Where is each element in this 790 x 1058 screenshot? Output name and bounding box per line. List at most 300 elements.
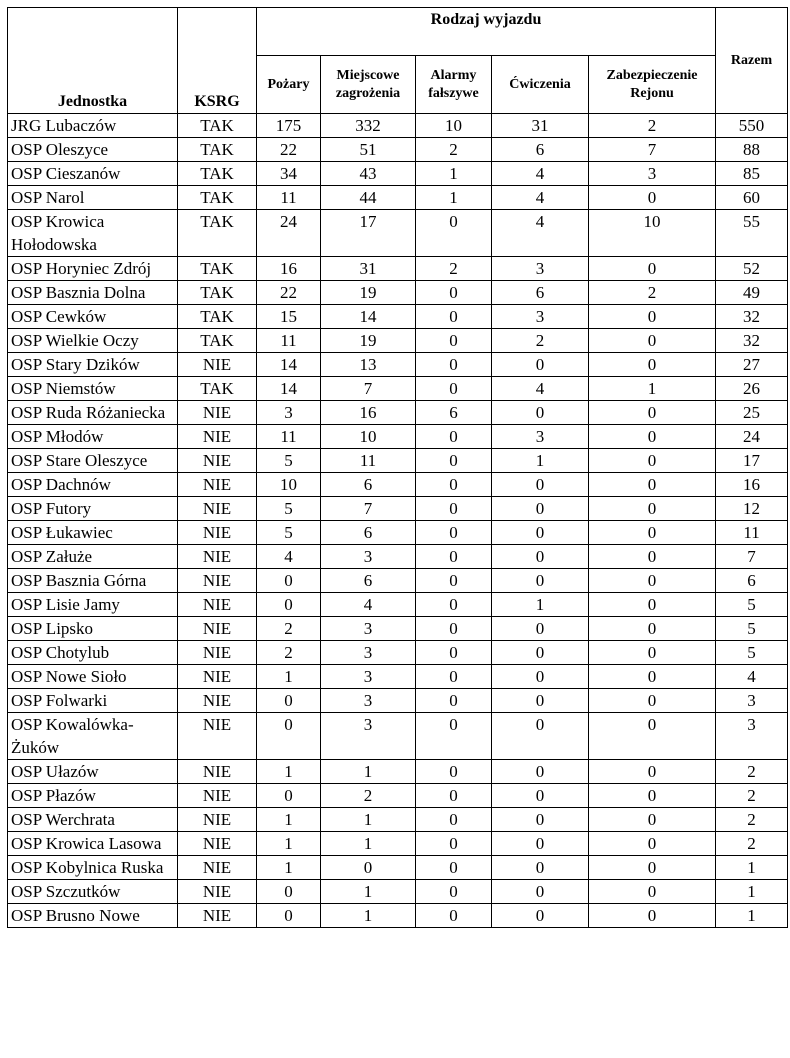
cell-alarmy-falszywe: 0: [416, 760, 492, 784]
cell-pozary: 0: [257, 880, 321, 904]
cell-cwiczenia: 0: [492, 880, 589, 904]
cell-razem: 4: [716, 665, 788, 689]
cell-jednostka: OSP Krowica Hołodowska: [8, 210, 178, 257]
cell-pozary: 0: [257, 593, 321, 617]
cell-razem: 2: [716, 784, 788, 808]
cell-jednostka: OSP Folwarki: [8, 689, 178, 713]
header-alarmy-falszywe: Alarmy fałszywe: [416, 56, 492, 114]
cell-cwiczenia: 3: [492, 305, 589, 329]
cell-miejscowe-zagrozenia: 6: [321, 473, 416, 497]
cell-ksrg: NIE: [178, 425, 257, 449]
cell-razem: 5: [716, 641, 788, 665]
cell-zabezpieczenie-rejonu: 2: [589, 281, 716, 305]
table-row: [8, 904, 788, 928]
header-miejscowe-zagrozenia: Miejscowe zagrożenia: [321, 56, 416, 114]
cell-cwiczenia: 3: [492, 425, 589, 449]
cell-cwiczenia: 3: [492, 257, 589, 281]
cell-zabezpieczenie-rejonu: 0: [589, 569, 716, 593]
cell-alarmy-falszywe: 0: [416, 449, 492, 473]
cell-jednostka: OSP Oleszyce: [8, 138, 178, 162]
cell-razem: 26: [716, 377, 788, 401]
cell-ksrg: NIE: [178, 784, 257, 808]
cell-jednostka: OSP Młodów: [8, 425, 178, 449]
cell-razem: 49: [716, 281, 788, 305]
cell-alarmy-falszywe: 2: [416, 257, 492, 281]
cell-pozary: 1: [257, 665, 321, 689]
table-row: [8, 473, 788, 497]
cell-alarmy-falszywe: 0: [416, 473, 492, 497]
cell-ksrg: NIE: [178, 689, 257, 713]
cell-jednostka: OSP Ruda Różaniecka: [8, 401, 178, 425]
cell-razem: 3: [716, 689, 788, 713]
header-rodzaj-wyjazdu: Rodzaj wyjazdu: [257, 8, 716, 56]
cell-alarmy-falszywe: 0: [416, 593, 492, 617]
table-row: [8, 713, 788, 760]
cell-alarmy-falszywe: 0: [416, 353, 492, 377]
cell-ksrg: NIE: [178, 617, 257, 641]
cell-pozary: 0: [257, 713, 321, 760]
table-row: [8, 162, 788, 186]
table-row: [8, 689, 788, 713]
cell-razem: 60: [716, 186, 788, 210]
cell-miejscowe-zagrozenia: 0: [321, 856, 416, 880]
cell-pozary: 2: [257, 641, 321, 665]
cell-alarmy-falszywe: 0: [416, 497, 492, 521]
cell-zabezpieczenie-rejonu: 0: [589, 880, 716, 904]
table-row: [8, 377, 788, 401]
cell-cwiczenia: 4: [492, 377, 589, 401]
cell-ksrg: TAK: [178, 210, 257, 257]
cell-ksrg: NIE: [178, 832, 257, 856]
cell-ksrg: NIE: [178, 497, 257, 521]
cell-razem: 32: [716, 329, 788, 353]
cell-miejscowe-zagrozenia: 43: [321, 162, 416, 186]
cell-ksrg: NIE: [178, 401, 257, 425]
cell-miejscowe-zagrozenia: 332: [321, 114, 416, 138]
cell-razem: 5: [716, 617, 788, 641]
cell-pozary: 175: [257, 114, 321, 138]
cell-razem: 2: [716, 808, 788, 832]
cell-alarmy-falszywe: 0: [416, 210, 492, 257]
cell-miejscowe-zagrozenia: 3: [321, 713, 416, 760]
cell-jednostka: JRG Lubaczów: [8, 114, 178, 138]
table-row: [8, 641, 788, 665]
cell-ksrg: TAK: [178, 377, 257, 401]
cell-alarmy-falszywe: 0: [416, 305, 492, 329]
table-row: [8, 425, 788, 449]
cell-cwiczenia: 4: [492, 186, 589, 210]
cell-miejscowe-zagrozenia: 11: [321, 449, 416, 473]
cell-alarmy-falszywe: 10: [416, 114, 492, 138]
cell-razem: 1: [716, 904, 788, 928]
header-cwiczenia: Ćwiczenia: [492, 56, 589, 114]
cell-ksrg: NIE: [178, 545, 257, 569]
cell-cwiczenia: 6: [492, 138, 589, 162]
cell-ksrg: TAK: [178, 138, 257, 162]
cell-jednostka: OSP Lisie Jamy: [8, 593, 178, 617]
cell-jednostka: OSP Kowalówka-Żuków: [8, 713, 178, 760]
cell-alarmy-falszywe: 0: [416, 689, 492, 713]
cell-pozary: 14: [257, 377, 321, 401]
cell-jednostka: OSP Płazów: [8, 784, 178, 808]
cell-razem: 16: [716, 473, 788, 497]
cell-miejscowe-zagrozenia: 10: [321, 425, 416, 449]
cell-alarmy-falszywe: 0: [416, 569, 492, 593]
cell-miejscowe-zagrozenia: 3: [321, 617, 416, 641]
cell-razem: 55: [716, 210, 788, 257]
cell-zabezpieczenie-rejonu: 0: [589, 760, 716, 784]
cell-ksrg: NIE: [178, 353, 257, 377]
cell-zabezpieczenie-rejonu: 0: [589, 401, 716, 425]
cell-zabezpieczenie-rejonu: 0: [589, 497, 716, 521]
cell-razem: 1: [716, 880, 788, 904]
cell-pozary: 2: [257, 617, 321, 641]
table-row: [8, 186, 788, 210]
cell-miejscowe-zagrozenia: 31: [321, 257, 416, 281]
cell-razem: 32: [716, 305, 788, 329]
cell-razem: 17: [716, 449, 788, 473]
cell-alarmy-falszywe: 0: [416, 784, 492, 808]
cell-razem: 12: [716, 497, 788, 521]
cell-cwiczenia: 1: [492, 449, 589, 473]
cell-jednostka: OSP Krowica Lasowa: [8, 832, 178, 856]
cell-razem: 85: [716, 162, 788, 186]
cell-ksrg: TAK: [178, 305, 257, 329]
cell-zabezpieczenie-rejonu: 0: [589, 808, 716, 832]
cell-ksrg: NIE: [178, 665, 257, 689]
cell-miejscowe-zagrozenia: 2: [321, 784, 416, 808]
cell-cwiczenia: 31: [492, 114, 589, 138]
cell-razem: 25: [716, 401, 788, 425]
cell-cwiczenia: 0: [492, 689, 589, 713]
cell-miejscowe-zagrozenia: 1: [321, 808, 416, 832]
cell-miejscowe-zagrozenia: 1: [321, 904, 416, 928]
cell-ksrg: NIE: [178, 521, 257, 545]
cell-zabezpieczenie-rejonu: 0: [589, 521, 716, 545]
table-row: [8, 210, 788, 257]
cell-jednostka: OSP Cieszanów: [8, 162, 178, 186]
cell-alarmy-falszywe: 0: [416, 545, 492, 569]
cell-pozary: 5: [257, 521, 321, 545]
cell-ksrg: TAK: [178, 114, 257, 138]
cell-razem: 11: [716, 521, 788, 545]
cell-cwiczenia: 0: [492, 713, 589, 760]
cell-zabezpieczenie-rejonu: 0: [589, 593, 716, 617]
cell-pozary: 14: [257, 353, 321, 377]
table-row: [8, 329, 788, 353]
cell-zabezpieczenie-rejonu: 0: [589, 665, 716, 689]
cell-razem: 3: [716, 713, 788, 760]
cell-cwiczenia: 2: [492, 329, 589, 353]
cell-razem: 6: [716, 569, 788, 593]
cell-ksrg: NIE: [178, 641, 257, 665]
cell-zabezpieczenie-rejonu: 0: [589, 641, 716, 665]
cell-jednostka: OSP Chotylub: [8, 641, 178, 665]
cell-pozary: 1: [257, 808, 321, 832]
cell-pozary: 11: [257, 329, 321, 353]
cell-cwiczenia: 0: [492, 665, 589, 689]
cell-cwiczenia: 0: [492, 904, 589, 928]
cell-jednostka: OSP Narol: [8, 186, 178, 210]
cell-pozary: 15: [257, 305, 321, 329]
header-row-top: [8, 8, 788, 56]
cell-pozary: 0: [257, 784, 321, 808]
cell-alarmy-falszywe: 0: [416, 377, 492, 401]
cell-cwiczenia: 4: [492, 210, 589, 257]
cell-alarmy-falszywe: 1: [416, 186, 492, 210]
cell-zabezpieczenie-rejonu: 0: [589, 473, 716, 497]
cell-alarmy-falszywe: 0: [416, 281, 492, 305]
table-row: [8, 784, 788, 808]
cell-cwiczenia: 6: [492, 281, 589, 305]
cell-ksrg: NIE: [178, 856, 257, 880]
cell-jednostka: OSP Dachnów: [8, 473, 178, 497]
cell-jednostka: OSP Horyniec Zdrój: [8, 257, 178, 281]
cell-miejscowe-zagrozenia: 6: [321, 521, 416, 545]
table-row: [8, 617, 788, 641]
cell-pozary: 3: [257, 401, 321, 425]
table-row: [8, 497, 788, 521]
cell-alarmy-falszywe: 0: [416, 904, 492, 928]
cell-ksrg: NIE: [178, 593, 257, 617]
table-row: [8, 832, 788, 856]
cell-miejscowe-zagrozenia: 6: [321, 569, 416, 593]
cell-razem: 1: [716, 856, 788, 880]
interventions-table: [7, 7, 788, 928]
cell-zabezpieczenie-rejonu: 0: [589, 904, 716, 928]
header-pozary: Pożary: [257, 56, 321, 114]
cell-miejscowe-zagrozenia: 1: [321, 832, 416, 856]
cell-alarmy-falszywe: 0: [416, 521, 492, 545]
cell-pozary: 1: [257, 856, 321, 880]
table-row: [8, 257, 788, 281]
cell-zabezpieczenie-rejonu: 10: [589, 210, 716, 257]
cell-jednostka: OSP Łukawiec: [8, 521, 178, 545]
cell-pozary: 4: [257, 545, 321, 569]
cell-zabezpieczenie-rejonu: 7: [589, 138, 716, 162]
cell-alarmy-falszywe: 0: [416, 665, 492, 689]
cell-miejscowe-zagrozenia: 7: [321, 497, 416, 521]
cell-cwiczenia: 0: [492, 401, 589, 425]
cell-cwiczenia: 0: [492, 473, 589, 497]
cell-ksrg: NIE: [178, 473, 257, 497]
table-row: [8, 281, 788, 305]
cell-cwiczenia: 0: [492, 784, 589, 808]
cell-razem: 5: [716, 593, 788, 617]
cell-zabezpieczenie-rejonu: 0: [589, 617, 716, 641]
cell-alarmy-falszywe: 0: [416, 329, 492, 353]
cell-alarmy-falszywe: 0: [416, 808, 492, 832]
cell-ksrg: NIE: [178, 760, 257, 784]
cell-cwiczenia: 0: [492, 760, 589, 784]
cell-miejscowe-zagrozenia: 7: [321, 377, 416, 401]
cell-pozary: 22: [257, 138, 321, 162]
cell-pozary: 24: [257, 210, 321, 257]
cell-cwiczenia: 0: [492, 856, 589, 880]
cell-ksrg: NIE: [178, 569, 257, 593]
table-row: [8, 856, 788, 880]
cell-razem: 7: [716, 545, 788, 569]
cell-jednostka: OSP Cewków: [8, 305, 178, 329]
table-row: [8, 808, 788, 832]
cell-alarmy-falszywe: 0: [416, 713, 492, 760]
cell-zabezpieczenie-rejonu: 0: [589, 713, 716, 760]
table-row: [8, 521, 788, 545]
cell-alarmy-falszywe: 2: [416, 138, 492, 162]
cell-alarmy-falszywe: 1: [416, 162, 492, 186]
cell-jednostka: OSP Stare Oleszyce: [8, 449, 178, 473]
cell-miejscowe-zagrozenia: 4: [321, 593, 416, 617]
cell-jednostka: OSP Lipsko: [8, 617, 178, 641]
header-jednostka: Jednostka: [8, 8, 178, 114]
cell-ksrg: TAK: [178, 186, 257, 210]
cell-miejscowe-zagrozenia: 3: [321, 641, 416, 665]
cell-ksrg: NIE: [178, 713, 257, 760]
table-row: [8, 353, 788, 377]
cell-jednostka: OSP Basznia Górna: [8, 569, 178, 593]
cell-pozary: 22: [257, 281, 321, 305]
cell-ksrg: TAK: [178, 257, 257, 281]
cell-cwiczenia: 0: [492, 545, 589, 569]
cell-jednostka: OSP Stary Dzików: [8, 353, 178, 377]
cell-zabezpieczenie-rejonu: 0: [589, 353, 716, 377]
cell-zabezpieczenie-rejonu: 1: [589, 377, 716, 401]
cell-jednostka: OSP Wielkie Oczy: [8, 329, 178, 353]
cell-jednostka: OSP Nowe Sioło: [8, 665, 178, 689]
cell-razem: 88: [716, 138, 788, 162]
cell-alarmy-falszywe: 0: [416, 425, 492, 449]
header-ksrg: KSRG: [178, 8, 257, 114]
cell-miejscowe-zagrozenia: 3: [321, 689, 416, 713]
cell-cwiczenia: 4: [492, 162, 589, 186]
table-row: [8, 569, 788, 593]
table-row: [8, 593, 788, 617]
cell-zabezpieczenie-rejonu: 0: [589, 856, 716, 880]
cell-razem: 52: [716, 257, 788, 281]
cell-zabezpieczenie-rejonu: 0: [589, 425, 716, 449]
cell-jednostka: OSP Werchrata: [8, 808, 178, 832]
cell-cwiczenia: 0: [492, 521, 589, 545]
cell-ksrg: NIE: [178, 808, 257, 832]
cell-cwiczenia: 0: [492, 617, 589, 641]
cell-pozary: 5: [257, 449, 321, 473]
table-row: [8, 305, 788, 329]
cell-razem: 24: [716, 425, 788, 449]
cell-razem: 550: [716, 114, 788, 138]
cell-zabezpieczenie-rejonu: 2: [589, 114, 716, 138]
cell-zabezpieczenie-rejonu: 0: [589, 545, 716, 569]
cell-ksrg: TAK: [178, 329, 257, 353]
cell-zabezpieczenie-rejonu: 0: [589, 305, 716, 329]
cell-cwiczenia: 0: [492, 353, 589, 377]
cell-miejscowe-zagrozenia: 51: [321, 138, 416, 162]
cell-cwiczenia: 0: [492, 808, 589, 832]
table-body: [8, 114, 788, 928]
cell-pozary: 1: [257, 832, 321, 856]
header-razem: Razem: [716, 8, 788, 114]
cell-alarmy-falszywe: 0: [416, 856, 492, 880]
cell-pozary: 0: [257, 904, 321, 928]
cell-zabezpieczenie-rejonu: 0: [589, 832, 716, 856]
cell-cwiczenia: 0: [492, 832, 589, 856]
cell-miejscowe-zagrozenia: 14: [321, 305, 416, 329]
cell-zabezpieczenie-rejonu: 0: [589, 449, 716, 473]
table-row: [8, 114, 788, 138]
cell-jednostka: OSP Ułazów: [8, 760, 178, 784]
table-row: [8, 665, 788, 689]
table-row: [8, 880, 788, 904]
table-row: [8, 545, 788, 569]
cell-pozary: 0: [257, 569, 321, 593]
cell-alarmy-falszywe: 0: [416, 641, 492, 665]
cell-pozary: 16: [257, 257, 321, 281]
cell-cwiczenia: 0: [492, 641, 589, 665]
cell-alarmy-falszywe: 0: [416, 880, 492, 904]
cell-jednostka: OSP Kobylnica Ruska: [8, 856, 178, 880]
cell-pozary: 0: [257, 689, 321, 713]
cell-miejscowe-zagrozenia: 3: [321, 665, 416, 689]
cell-ksrg: TAK: [178, 281, 257, 305]
cell-razem: 2: [716, 760, 788, 784]
cell-jednostka: OSP Niemstów: [8, 377, 178, 401]
cell-miejscowe-zagrozenia: 3: [321, 545, 416, 569]
cell-pozary: 1: [257, 760, 321, 784]
table-row: [8, 760, 788, 784]
cell-cwiczenia: 1: [492, 593, 589, 617]
cell-zabezpieczenie-rejonu: 0: [589, 329, 716, 353]
cell-cwiczenia: 0: [492, 497, 589, 521]
cell-alarmy-falszywe: 6: [416, 401, 492, 425]
cell-miejscowe-zagrozenia: 1: [321, 760, 416, 784]
cell-zabezpieczenie-rejonu: 0: [589, 257, 716, 281]
cell-miejscowe-zagrozenia: 1: [321, 880, 416, 904]
table-row: [8, 138, 788, 162]
cell-alarmy-falszywe: 0: [416, 617, 492, 641]
cell-ksrg: TAK: [178, 162, 257, 186]
cell-miejscowe-zagrozenia: 17: [321, 210, 416, 257]
cell-razem: 27: [716, 353, 788, 377]
cell-alarmy-falszywe: 0: [416, 832, 492, 856]
cell-zabezpieczenie-rejonu: 0: [589, 689, 716, 713]
cell-miejscowe-zagrozenia: 44: [321, 186, 416, 210]
cell-jednostka: OSP Basznia Dolna: [8, 281, 178, 305]
table-row: [8, 401, 788, 425]
cell-miejscowe-zagrozenia: 13: [321, 353, 416, 377]
cell-miejscowe-zagrozenia: 19: [321, 281, 416, 305]
cell-jednostka: OSP Futory: [8, 497, 178, 521]
cell-zabezpieczenie-rejonu: 0: [589, 784, 716, 808]
cell-jednostka: OSP Brusno Nowe: [8, 904, 178, 928]
cell-pozary: 34: [257, 162, 321, 186]
cell-cwiczenia: 0: [492, 569, 589, 593]
cell-zabezpieczenie-rejonu: 3: [589, 162, 716, 186]
cell-zabezpieczenie-rejonu: 0: [589, 186, 716, 210]
cell-ksrg: NIE: [178, 880, 257, 904]
cell-ksrg: NIE: [178, 904, 257, 928]
cell-miejscowe-zagrozenia: 16: [321, 401, 416, 425]
cell-razem: 2: [716, 832, 788, 856]
cell-pozary: 11: [257, 425, 321, 449]
cell-ksrg: NIE: [178, 449, 257, 473]
header-zabezpieczenie-rejonu: Zabezpieczenie Rejonu: [589, 56, 716, 114]
cell-jednostka: OSP Załuże: [8, 545, 178, 569]
cell-pozary: 11: [257, 186, 321, 210]
cell-miejscowe-zagrozenia: 19: [321, 329, 416, 353]
cell-pozary: 5: [257, 497, 321, 521]
table-row: [8, 449, 788, 473]
cell-jednostka: OSP Szczutków: [8, 880, 178, 904]
cell-pozary: 10: [257, 473, 321, 497]
